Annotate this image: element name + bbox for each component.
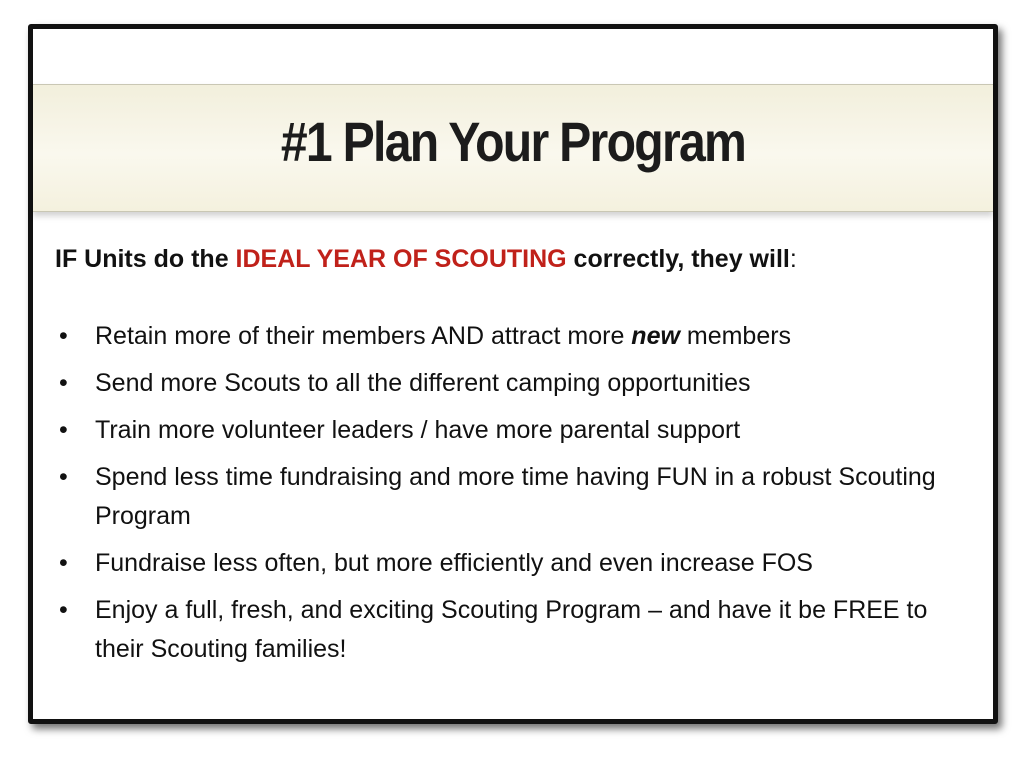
bullet-item bbox=[55, 317, 975, 356]
intro-highlight: IDEAL YEAR OF SCOUTING bbox=[235, 245, 567, 273]
bullet-list bbox=[55, 317, 975, 677]
intro-colon: : bbox=[789, 245, 797, 273]
bullet-text: Send more Scouts to all the different camping opportunities bbox=[95, 369, 751, 397]
bullet-icon: • bbox=[59, 369, 68, 397]
bullet-icon: • bbox=[59, 596, 68, 624]
intro-text-end: correctly, they will bbox=[566, 245, 790, 273]
bullet-icon: • bbox=[59, 463, 68, 491]
bullet-text: Fundraise less often, but more efficiently and even increase FOS bbox=[95, 549, 813, 577]
bullet-item bbox=[55, 364, 975, 403]
intro-line bbox=[55, 245, 797, 274]
bullet-item bbox=[55, 544, 975, 583]
bullet-emphasis: new bbox=[631, 322, 680, 350]
bullet-icon: • bbox=[59, 416, 68, 444]
bullet-text: Spend less time fundraising and more time having FUN in a robust Scouting Program bbox=[95, 463, 936, 530]
bullet-text: Train more volunteer leaders / have more parental support bbox=[95, 416, 741, 444]
slide-title: #1 Plan Your Program bbox=[280, 110, 746, 173]
intro-text-start: IF Units do the bbox=[55, 245, 236, 273]
bullet-icon: • bbox=[59, 549, 68, 577]
bullet-item bbox=[55, 591, 975, 669]
bullet-text-start: Retain more of their members AND attract more bbox=[95, 322, 632, 350]
bullet-icon: • bbox=[59, 322, 68, 350]
bullet-text: Enjoy a full, fresh, and exciting Scouting Program – and have it be FREE to their Scouting families! bbox=[95, 596, 928, 663]
bullet-text-end: members bbox=[679, 322, 792, 350]
bullet-item bbox=[55, 411, 975, 450]
bullet-item bbox=[55, 458, 975, 536]
slide-frame bbox=[28, 24, 998, 724]
title-band bbox=[33, 84, 993, 212]
